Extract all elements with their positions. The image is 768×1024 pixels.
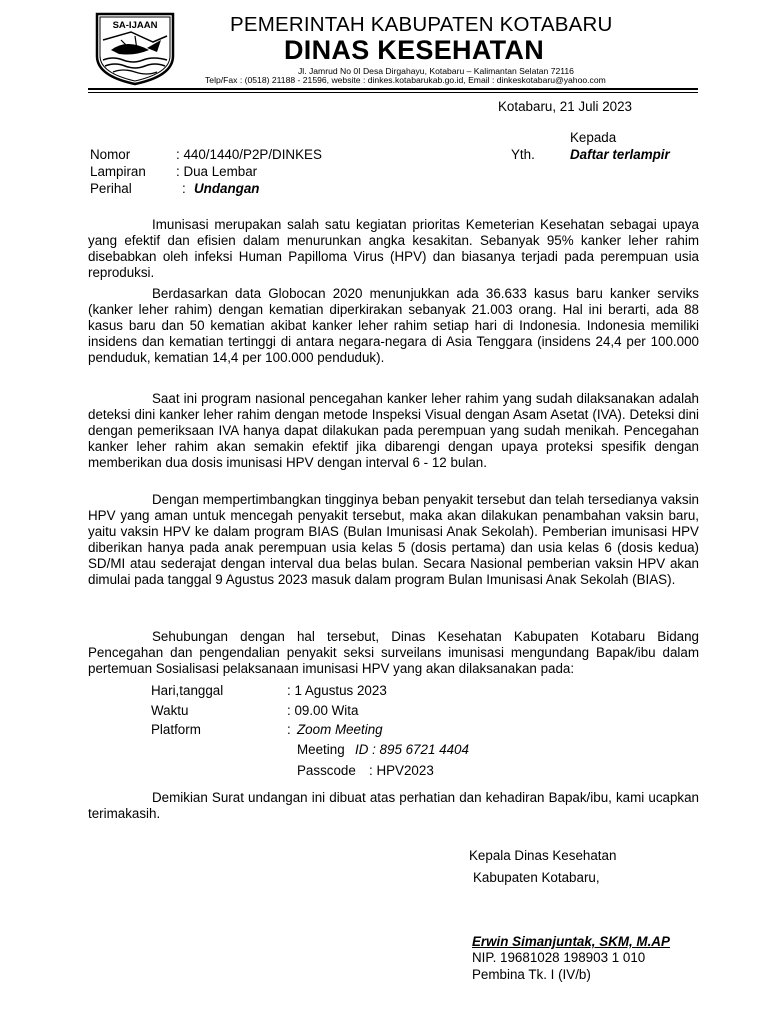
event-waktu-label: Waktu [151, 703, 189, 718]
signature-title-1: Kepala Dinas Kesehatan [469, 848, 617, 863]
recipient-kepada: Kepada [570, 130, 617, 145]
recipient-name: Daftar terlampir [570, 147, 670, 162]
event-passcode-label: Passcode [297, 763, 356, 778]
paragraph-1: Imunisasi merupakan salah satu kegiatan prioritas Kemeterian Kesehatan sebagai upaya yang efektif dan efisien dalam menurunkan angka kesakitan. Sebanyak 95% kanker leher rahim disebabkan oleh infeksi Human Papilloma Virus (HPV) dan biasanya terjadi pada perempuan usia reproduksi. [88, 217, 699, 280]
nomor-label: Nomor [90, 147, 131, 162]
paragraph-4: Dengan mempertimbangkan tingginya beban penyakit tersebut dan telah tersedianya vaksin HPV yang aman untuk mencegah penyakit tersebut, maka akan dilakukan penambahan vaksin baru, yaitu vaksin HPV ke dalam program BIAS (Bulan Imunisasi Anak Sekolah). Pemberian imunisasi HPV diberikan hanya pada anak perempuan usia kelas 5 (dosis pertama) dan usia kelas 6 (dosis kedua) SD/MI atau sederajat dengan interval dua belas bulan. Secara Nasional pemberian vaksin HPV akan dimulai pada tanggal 9 Agustus 2023 masuk dalam program Bulan Imunisasi Anak Sekolah (BIAS). [88, 492, 699, 587]
government-name: PEMERINTAH KABUPATEN KOTABARU [230, 13, 613, 36]
regency-logo-icon [91, 10, 179, 86]
agency-contact: Telp/Fax : (0518) 21188 - 21596, website : dinkes.kotabarukab.go.id, Email : dinkeskotabaru@yahoo.com [205, 75, 606, 85]
event-waktu-value: : 09.00 Wita [287, 703, 359, 718]
agency-address: Jl. Jamrud No 0I Desa Dirgahayu, Kotabaru – Kalimantan Selatan 72116 [298, 66, 574, 76]
event-hari-value: : 1 Agustus 2023 [287, 683, 387, 698]
perihal-value: Undangan [194, 181, 260, 196]
lampiran-label: Lampiran [90, 164, 146, 179]
closing-paragraph: Demikian Surat undangan ini dibuat atas perhatian dan kehadiran Bapak/ibu, kami ucapkan terimakasih. [88, 790, 699, 821]
perihal-label: Perihal [90, 181, 132, 196]
nomor-value: : 440/1440/P2P/DINKES [176, 147, 322, 162]
event-platform-label: Platform [151, 722, 201, 737]
event-meeting-id: ID : 895 6721 4404 [355, 742, 469, 757]
perihal-colon: : [182, 181, 186, 196]
event-platform-value: Zoom Meeting [297, 722, 383, 737]
lampiran-value: : Dua Lembar [176, 164, 258, 179]
header-rule-thick [88, 88, 698, 90]
event-hari-label: Hari,tanggal [151, 683, 224, 698]
signatory-nip: NIP. 19681028 198903 1 010 [472, 950, 646, 965]
letter-date: Kotabaru, 21 Juli 2023 [498, 99, 633, 114]
logo-text: SA-IJAAN [112, 20, 158, 31]
paragraph-3: Saat ini program nasional pencegahan kanker leher rahim yang sudah dilaksanakan adalah deteksi dini kanker leher rahim dengan metode Inspeksi Visual dengan Asam Asetat (IVA). Deteksi dini dengan pemeriksaan IVA hanya dapat dilakukan pada perempuan yang sudah menikah. Pencegahan kanker leher rahim akan semakin efektif jika dibarengi dengan upaya proteksi spesifik dengan memberikan dua dosis imunisasi HPV dengan interval 6 - 12 bulan. [88, 391, 699, 470]
paragraph-5: Sehubungan dengan hal tersebut, Dinas Kesehatan Kabupaten Kotabaru Bidang Pencegahan dan pengendalian penyakit seksi surveilans imunisasi mengundang Bapak/ibu dalam pertemuan Sosialisasi pelaksanaan imunisasi HPV yang akan dilaksanakan pada: [88, 629, 699, 676]
signatory-name: Erwin Simanjuntak, SKM, M.AP [472, 934, 670, 949]
event-meeting-label: Meeting [297, 742, 345, 757]
signature-title-2: Kabupaten Kotabaru, [473, 870, 600, 885]
event-passcode-value: : HPV2023 [369, 763, 434, 778]
agency-name: DINAS KESEHATAN [284, 35, 545, 65]
event-platform-colon: : [287, 722, 291, 737]
signatory-rank: Pembina Tk. I (IV/b) [472, 967, 591, 982]
paragraph-2: Berdasarkan data Globocan 2020 menunjukkan ada 36.633 kasus baru kanker serviks (kanker leher rahim) dengan kematian diperkirakan sebanyak 21.003 orang. Hal ini berarti, ada 88 kasus baru dan 50 kematian akibat kanker leher rahim setiap hari di Indonesia. Indonesia memiliki insidens dan kematian tertinggi di antara negara-negara di Asia Tenggara (insidens 24,4 per 100.000 penduduk, kematian 14,4 per 100.000 penduduk). [88, 286, 699, 365]
recipient-yth: Yth. [511, 147, 535, 162]
header-rule-thin [88, 92, 698, 93]
